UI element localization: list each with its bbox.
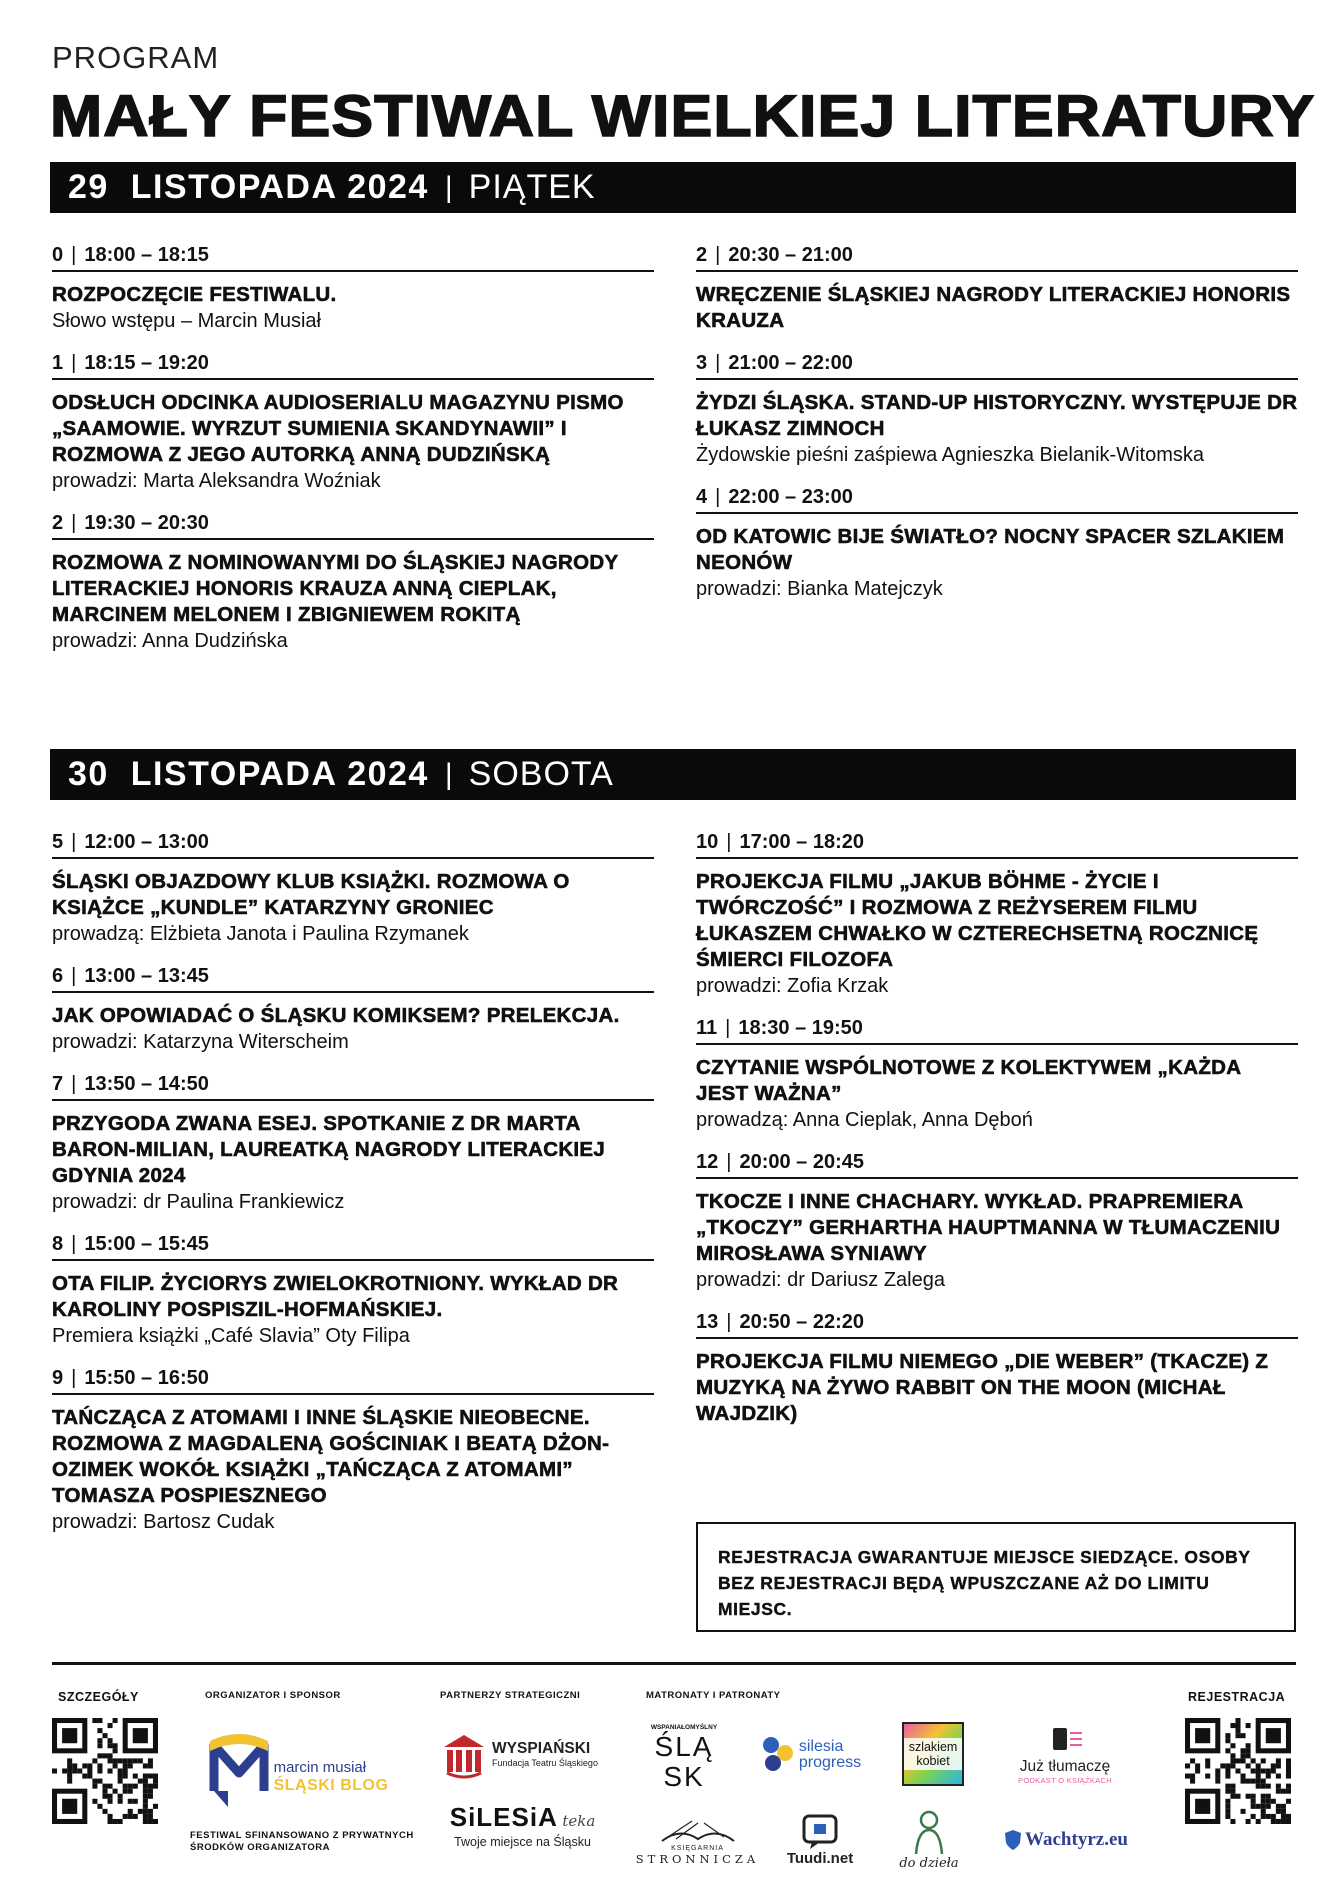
- event-subtitle: Żydowskie pieśni zaśpiewa Agnieszka Bielanik-Witomska: [696, 444, 1204, 466]
- slask-top: ŚLĄ: [654, 1731, 714, 1762]
- event-separator: |: [726, 1151, 732, 1173]
- day1-right-column: [696, 244, 1298, 620]
- event-number: 4: [696, 486, 708, 508]
- event-number: 9: [52, 1367, 64, 1389]
- event-time: 22:00 – 23:00: [728, 486, 853, 508]
- event-separator: |: [71, 831, 77, 853]
- event-number: 6: [52, 965, 64, 987]
- event-separator: |: [71, 1367, 77, 1389]
- silesia-progress-icon: [761, 1735, 795, 1775]
- event-title: PROJEKCJA FILMU „JAKUB BÖHME - ŻYCIE I TWÓRCZOŚĆ” I ROZMOWA Z REŻYSEREM FILMU ŁUKASZEM CHWAŁKO W CZTERECHSETNĄ ROCZNICĘ ŚMIERCI FILOZOFA: [696, 870, 1259, 971]
- program-event: [696, 831, 1298, 999]
- podcast-mic-icon: [1045, 1726, 1085, 1756]
- program-event: [52, 512, 654, 654]
- juz-name: Już tłumaczę: [1019, 1757, 1111, 1775]
- label-organizator: ORGANIZATOR I SPONSOR: [205, 1690, 341, 1701]
- event-time: 18:00 – 18:15: [84, 244, 209, 266]
- slask-small: WSPANIAŁOMYŚLNY: [650, 1724, 718, 1731]
- wyspianski-name: WYSPIAŃSKI: [492, 1739, 591, 1757]
- event-number: 5: [52, 831, 64, 853]
- event-number: 11: [696, 1017, 718, 1039]
- event-number: 7: [52, 1073, 64, 1095]
- registration-notice: REJESTRACJA GWARANTUJE MIEJSCE SIEDZĄCE. OSOBY BEZ REJESTRACJI BĘDĄ WPUSZCZANE AŻ DO LIMITU MIEJSC.: [696, 1522, 1296, 1632]
- program-event: [52, 965, 654, 1055]
- program-event: [696, 1017, 1298, 1133]
- juz-tlumacze-logo[interactable]: [1000, 1720, 1130, 1790]
- event-header: [696, 1017, 1298, 1045]
- tuudi-name: Tuudi.net: [786, 1849, 854, 1867]
- event-title: TKOCZE I INNE CHACHARY. WYKŁAD. PRAPREMIERA „TKOCZY” GERHARTHA HAUPTMANNA W TŁUMACZENIU MIROSŁAWA SYNIAWY: [696, 1190, 1281, 1265]
- program-event: [52, 352, 654, 494]
- event-header: [696, 831, 1298, 859]
- silesiateka-teka: teka: [562, 1811, 596, 1830]
- event-time: 20:00 – 20:45: [739, 1151, 864, 1173]
- event-subtitle: prowadzą: Elżbieta Janota i Paulina Rzymanek: [52, 923, 469, 945]
- event-separator: |: [71, 1073, 77, 1095]
- program-event: [696, 244, 1298, 334]
- event-time: 20:50 – 22:20: [739, 1311, 864, 1333]
- event-title: JAK OPOWIADAĆ O ŚLĄSKU KOMIKSEM? PRELEKCJA.: [52, 1004, 620, 1027]
- day2-left-column: [52, 831, 654, 1553]
- event-title: ROZPOCZĘCIE FESTIWALU.: [52, 283, 337, 306]
- event-title: PROJEKCJA FILMU NIEMEGO „DIE WEBER” (TKACZE) Z MUZYKĄ NA ŻYWO RABBIT ON THE MOON (MICHAŁ WAJDZIK): [696, 1350, 1269, 1425]
- program-event: [52, 1233, 654, 1349]
- event-title: ŻYDZI ŚLĄSKA. STAND-UP HISTORYCZNY. WYSTĘPUJE DR ŁUKASZ ZIMNOCH: [696, 391, 1298, 440]
- page-title: MAŁY FESTIWAL WIELKIEJ LITERATURY: [50, 84, 1316, 149]
- szlakiem-kobiet-logo[interactable]: [902, 1722, 964, 1786]
- event-header: [696, 352, 1298, 380]
- event-title: TAŃCZĄCA Z ATOMAMI I INNE ŚLĄSKIE NIEOBECNE. ROZMOWA Z MAGDALENĄ GOŚCINIAK I BEATĄ DŻON-OZIMEK WOKÓŁ KSIĄŻKI „TAŃCZĄCA Z ATOMAMI” TOMASZA POSPIESZNEGO: [52, 1406, 610, 1507]
- day2-band: [50, 749, 1296, 800]
- wyspianski-sub: Fundacja Teatru Śląskiego: [492, 1757, 598, 1768]
- tuudi-speech-icon: [800, 1814, 840, 1850]
- event-separator: |: [71, 1233, 77, 1255]
- program-event: [696, 486, 1298, 602]
- program-event: [52, 1367, 654, 1535]
- event-number: 10: [696, 831, 719, 853]
- program-event: [696, 1311, 1298, 1427]
- musial-name: marcin musiał: [273, 1759, 367, 1776]
- event-header: [52, 965, 654, 993]
- registration-qr-code[interactable]: [1185, 1718, 1291, 1824]
- silesiateka-logo[interactable]: [440, 1800, 605, 1850]
- footer-divider: [52, 1662, 1296, 1665]
- event-time: 13:00 – 13:45: [84, 965, 209, 987]
- event-separator: |: [715, 486, 721, 508]
- marcin-musial-logo[interactable]: [203, 1730, 393, 1810]
- event-header: [696, 244, 1298, 272]
- label-szczegoly: SZCZEGÓŁY: [58, 1690, 139, 1704]
- event-time: 13:50 – 14:50: [84, 1073, 209, 1095]
- event-number: 3: [696, 352, 708, 374]
- funding-note: FESTIWAL SFINANSOWANO Z PRYWATNYCH ŚRODKÓW ORGANIZATORA: [190, 1830, 414, 1853]
- day1-date: 29 LISTOPADA 2024: [68, 168, 429, 206]
- event-title: ŚLĄSKI OBJAZDOWY KLUB KSIĄŻKI. ROZMOWA O KSIĄŻCE „KUNDLE” KATARZYNY GRONIEC: [52, 870, 570, 919]
- program-event: [696, 1151, 1298, 1293]
- day1-separator: |: [444, 170, 453, 204]
- event-number: 12: [696, 1151, 719, 1173]
- event-number: 8: [52, 1233, 64, 1255]
- event-subtitle: Premiera książki „Café Slavia” Oty Filipa: [52, 1325, 410, 1347]
- event-subtitle: prowadzi: Bianka Matejczyk: [696, 578, 943, 600]
- event-subtitle: prowadzi: dr Dariusz Zalega: [696, 1269, 945, 1291]
- event-time: 20:30 – 21:00: [728, 244, 853, 266]
- event-subtitle: Słowo wstępu – Marcin Musiał: [52, 310, 321, 332]
- stronnicza-small: KSIĘGARNIA: [671, 1844, 724, 1852]
- day2-right-column: [696, 831, 1298, 1445]
- label-partnerzy: PARTNERZY STRATEGICZNI: [440, 1690, 581, 1701]
- event-subtitle: prowadzi: Marta Aleksandra Woźniak: [52, 470, 381, 492]
- wachtyrz-logo[interactable]: [996, 1820, 1136, 1860]
- program-event: [696, 352, 1298, 468]
- event-title: PRZYGODA ZWANA ESEJ. SPOTKANIE Z DR MARTA BARON-MILIAN, LAUREATKĄ NAGRODY LITERACKIEJ GDYNIA 2024: [52, 1112, 606, 1187]
- event-header: [52, 352, 654, 380]
- event-separator: |: [726, 831, 732, 853]
- ksiegarnia-stronnicza-logo[interactable]: [635, 1810, 760, 1872]
- event-separator: |: [725, 1017, 731, 1039]
- event-time: 15:00 – 15:45: [84, 1233, 209, 1255]
- event-separator: |: [71, 965, 77, 987]
- day2-separator: |: [444, 757, 453, 791]
- details-qr-code[interactable]: [52, 1718, 158, 1824]
- musial-blog: ŚLĄSKI BLOG: [273, 1777, 389, 1794]
- event-subtitle: prowadzi: Zofia Krzak: [696, 975, 889, 997]
- slask-bottom: SK: [663, 1761, 705, 1792]
- event-time: 18:30 – 19:50: [738, 1017, 863, 1039]
- wspanialomyslny-slask-logo[interactable]: [650, 1722, 718, 1794]
- event-subtitle: prowadzi: dr Paulina Frankiewicz: [52, 1191, 345, 1213]
- event-title: ROZMOWA Z NOMINOWANYMI DO ŚLĄSKIEJ NAGRODY LITERACKIEJ HONORIS KRAUZA ANNĄ CIEPLAK, MARCINEM MELONEM I ZBIGNIEWEM ROKITĄ: [52, 551, 619, 626]
- event-header: [52, 244, 654, 272]
- wachtyrz-name: Wachtyrz.eu: [1025, 1829, 1128, 1850]
- day1-band: [50, 162, 1296, 213]
- event-title: WRĘCZENIE ŚLĄSKIEJ NAGRODY LITERACKIEJ HONORIS KRAUZA: [696, 283, 1291, 332]
- label-rejestracja: REJESTRACJA: [1188, 1690, 1286, 1704]
- day1-weekday: PIĄTEK: [468, 168, 596, 206]
- event-header: [52, 1233, 654, 1261]
- silesiateka-tagline: Twoje miejsce na Śląsku: [454, 1834, 591, 1849]
- program-event: [52, 1073, 654, 1215]
- szlakiem-text: szlakiem kobiet: [904, 1738, 962, 1770]
- silesia-progress-2: progress: [798, 1754, 862, 1771]
- event-header: [696, 486, 1298, 514]
- shield-icon: [1004, 1829, 1022, 1851]
- do-dziela-logo[interactable]: [894, 1802, 964, 1876]
- event-separator: |: [71, 352, 77, 374]
- label-matronaty: MATRONATY I PATRONATY: [646, 1690, 781, 1701]
- musial-m-icon: [208, 1731, 270, 1809]
- event-separator: |: [715, 244, 721, 266]
- event-header: [52, 831, 654, 859]
- page-pre-title: PROGRAM: [52, 40, 220, 75]
- event-time: 19:30 – 20:30: [84, 512, 209, 534]
- wyspianski-logo[interactable]: [435, 1728, 605, 1783]
- event-header: [52, 1367, 654, 1395]
- event-subtitle: prowadzi: Bartosz Cudak: [52, 1511, 275, 1533]
- event-separator: |: [726, 1311, 732, 1333]
- do-dziela-name: do dzieła: [899, 1855, 959, 1871]
- event-time: 15:50 – 16:50: [84, 1367, 209, 1389]
- event-title: OTA FILIP. ŻYCIORYS ZWIELOKROTNIONY. WYKŁAD DR KAROLINY POSPISZIL-HOFMAŃSKIEJ.: [52, 1272, 619, 1321]
- silesia-progress-1: silesia: [798, 1738, 844, 1755]
- event-header: [696, 1311, 1298, 1339]
- event-subtitle: prowadzi: Anna Dudzińska: [52, 630, 288, 652]
- event-separator: |: [71, 244, 77, 266]
- event-separator: |: [71, 512, 77, 534]
- event-header: [52, 512, 654, 540]
- event-title: OD KATOWIC BIJE ŚWIATŁO? NOCNY SPACER SZLAKIEM NEONÓW: [696, 525, 1285, 574]
- event-number: 13: [696, 1311, 719, 1333]
- day1-left-column: [52, 244, 654, 672]
- event-subtitle: prowadzą: Anna Cieplak, Anna Dęboń: [696, 1109, 1033, 1131]
- event-header: [52, 1073, 654, 1101]
- event-number: 1: [52, 352, 64, 374]
- tuudi-logo[interactable]: [780, 1808, 860, 1872]
- stronnicza-name: STRONNICZA: [635, 1851, 760, 1866]
- do-dziela-figure-icon: [906, 1808, 952, 1856]
- event-time: 18:15 – 19:20: [84, 352, 209, 374]
- silesia-progress-logo[interactable]: [746, 1730, 876, 1780]
- event-time: 17:00 – 18:20: [739, 831, 864, 853]
- event-number: 2: [52, 512, 64, 534]
- event-separator: |: [715, 352, 721, 374]
- open-book-icon: [658, 1817, 738, 1845]
- event-subtitle: prowadzi: Katarzyna Witerscheim: [52, 1031, 349, 1053]
- event-title: ODSŁUCH ODCINKA AUDIOSERIALU MAGAZYNU PISMO „SAAMOWIE. WYRZUT SUMIENIA SKANDYNAWII” I ROZMOWA Z JEGO AUTORKĄ ANNĄ DUDZIŃSKĄ: [52, 391, 624, 466]
- event-time: 12:00 – 13:00: [84, 831, 209, 853]
- day2-weekday: SOBOTA: [468, 755, 614, 793]
- event-number: 0: [52, 244, 64, 266]
- juz-sub: PODKAST O KSIĄŻKACH: [1018, 1775, 1112, 1785]
- program-event: [52, 831, 654, 947]
- program-event: [52, 244, 654, 334]
- silesiateka-name: SiLESiA: [449, 1801, 558, 1832]
- event-time: 21:00 – 22:00: [728, 352, 853, 374]
- wyspianski-temple-icon: [442, 1733, 486, 1779]
- event-header: [696, 1151, 1298, 1179]
- event-number: 2: [696, 244, 708, 266]
- day2-date: 30 LISTOPADA 2024: [68, 755, 429, 793]
- event-title: CZYTANIE WSPÓLNOTOWE Z KOLEKTYWEM „KAŻDA JEST WAŻNA”: [696, 1056, 1241, 1105]
